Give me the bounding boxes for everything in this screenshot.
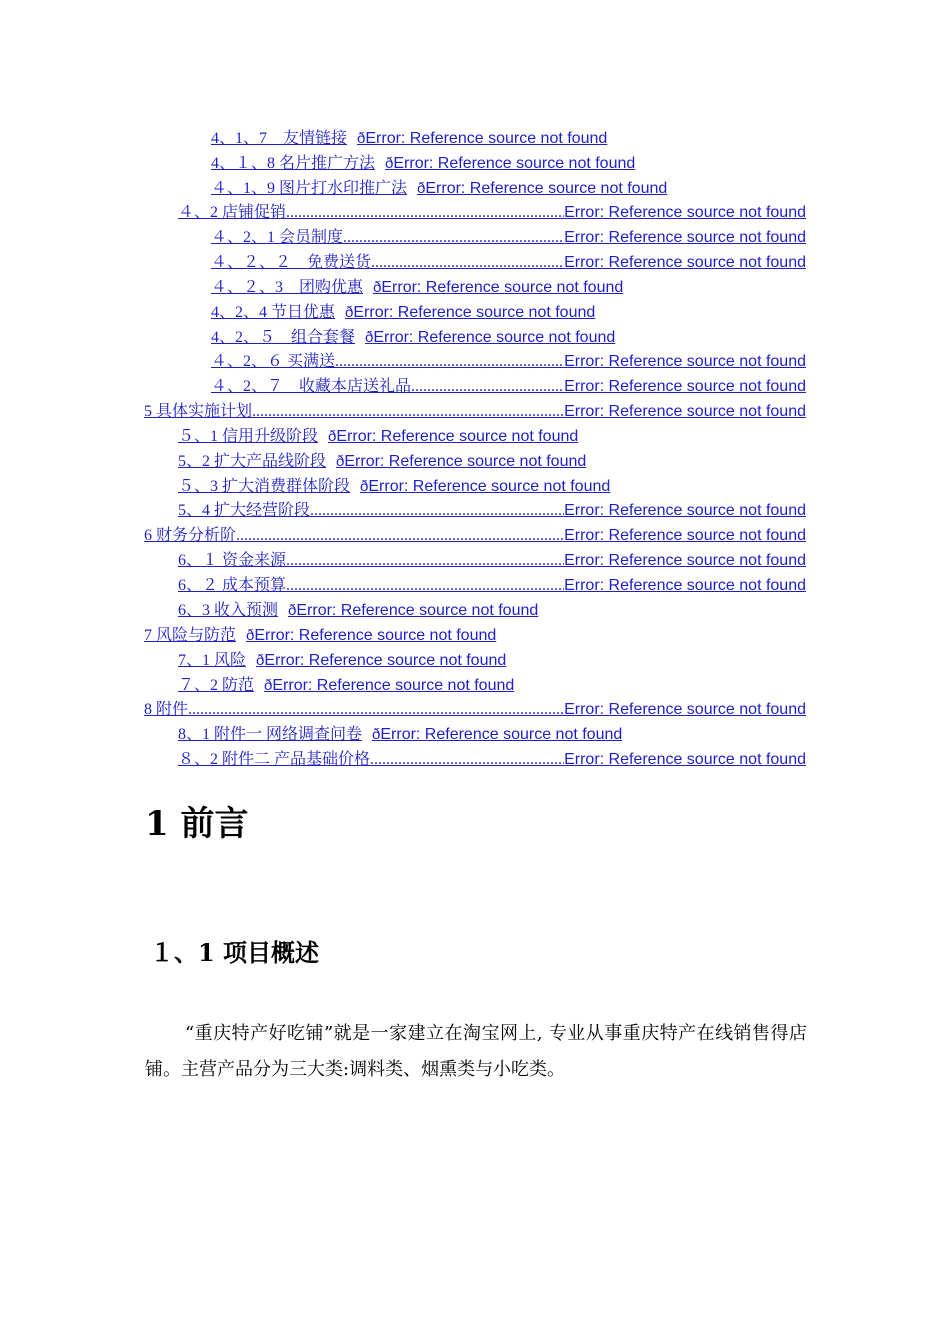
toc-error-text: Error: Reference source not found bbox=[365, 130, 608, 147]
toc-entry-label: 4、2、５ 组合套餐 bbox=[211, 329, 356, 346]
toc-entry[interactable] bbox=[144, 400, 806, 424]
toc-entry[interactable] bbox=[211, 177, 667, 201]
toc-error-text: Error: Reference source not found bbox=[564, 751, 806, 768]
toc-entry-label: 4、2、4 节日优惠 bbox=[211, 304, 336, 321]
toc-error-text: Error: Reference source not found bbox=[336, 428, 579, 445]
toc-entry[interactable] bbox=[178, 450, 586, 474]
toc-entry-label: 6、１ 资金来源 bbox=[178, 552, 287, 569]
toc-entry[interactable] bbox=[178, 425, 578, 449]
toc-entry[interactable] bbox=[211, 127, 607, 151]
toc-entry-label: ４、２、3 团购优惠 bbox=[211, 279, 364, 296]
toc-error-text: Error: Reference source not found bbox=[425, 180, 668, 197]
toc-error-text: Error: Reference source not found bbox=[272, 677, 515, 694]
bookmark-glyph: ð bbox=[357, 130, 366, 147]
toc-entry[interactable] bbox=[178, 649, 506, 673]
toc-leader-dots bbox=[411, 375, 564, 399]
bookmark-glyph: ð bbox=[246, 627, 255, 644]
toc-entry-label: 5 具体实施计划 bbox=[144, 403, 253, 420]
toc-entry-label: ４、2 店铺促销 bbox=[178, 204, 287, 221]
body-paragraph: “重庆特产好吃铺”就是一家建立在淘宝网上, 专业从事重庆特产在线销售得店铺。主营产品分为三大类:调料类、烟熏类与小吃类。 bbox=[145, 1023, 807, 1080]
toc-entry[interactable] bbox=[144, 524, 806, 548]
toc-entry-label: ４、2、７ 收藏本店送礼品 bbox=[211, 378, 412, 395]
toc-error-text: Error: Reference source not found bbox=[564, 254, 806, 271]
toc-entry[interactable] bbox=[178, 574, 806, 598]
toc-error-text: Error: Reference source not found bbox=[296, 602, 539, 619]
toc-error-text: Error: Reference source not found bbox=[564, 527, 806, 544]
toc-leader-dots bbox=[343, 226, 564, 250]
toc-entry[interactable] bbox=[178, 499, 806, 523]
toc-leader-dots bbox=[310, 499, 564, 523]
subsection-heading-project-overview: １、1 项目概述 bbox=[150, 938, 320, 967]
toc-entry-label: ５、1 信用升级阶段 bbox=[178, 428, 319, 445]
toc-error-text: Error: Reference source not found bbox=[564, 552, 806, 569]
toc-leader-dots bbox=[286, 201, 564, 225]
toc-error-text: Error: Reference source not found bbox=[393, 155, 636, 172]
toc-error-text: Error: Reference source not found bbox=[368, 478, 611, 495]
toc-error-text: Error: Reference source not found bbox=[564, 353, 806, 370]
toc-entry-label: ４、2、６ 买满送 bbox=[211, 353, 336, 370]
toc-leader-dots bbox=[286, 574, 564, 598]
toc-leader-dots bbox=[286, 549, 564, 573]
toc-entry[interactable] bbox=[178, 475, 610, 499]
toc-entry[interactable] bbox=[211, 276, 623, 300]
toc-entry[interactable] bbox=[211, 152, 635, 176]
toc-error-text: Error: Reference source not found bbox=[254, 627, 497, 644]
toc-entry[interactable] bbox=[144, 698, 806, 722]
toc-error-text: Error: Reference source not found bbox=[264, 652, 507, 669]
toc-entry[interactable] bbox=[178, 599, 538, 623]
bookmark-glyph: ð bbox=[372, 726, 381, 743]
toc-error-text: Error: Reference source not found bbox=[564, 577, 806, 594]
toc-error-text: Error: Reference source not found bbox=[564, 701, 806, 718]
toc-error-text: Error: Reference source not found bbox=[344, 453, 587, 470]
toc-error-text: Error: Reference source not found bbox=[373, 329, 616, 346]
toc-error-text: Error: Reference source not found bbox=[564, 204, 806, 221]
toc-error-text: Error: Reference source not found bbox=[380, 726, 623, 743]
toc-entry[interactable] bbox=[178, 748, 806, 772]
toc-entry[interactable] bbox=[178, 549, 806, 573]
toc-entry-label: 6、２ 成本预算 bbox=[178, 577, 287, 594]
section-heading-preface: 1 前言 bbox=[145, 804, 249, 844]
toc-entry-label: 7、1 风险 bbox=[178, 652, 247, 669]
toc-entry[interactable] bbox=[211, 251, 806, 275]
toc-entry-label: 6 财务分析阶 bbox=[144, 527, 237, 544]
toc-error-text: Error: Reference source not found bbox=[564, 403, 806, 420]
toc-leader-dots bbox=[335, 350, 564, 374]
toc-entry-label: 6、3 收入预测 bbox=[178, 602, 279, 619]
toc-entry[interactable] bbox=[178, 723, 622, 747]
bookmark-glyph: ð bbox=[288, 602, 297, 619]
toc-error-text: Error: Reference source not found bbox=[564, 229, 806, 246]
toc-entry[interactable] bbox=[211, 301, 595, 325]
bookmark-glyph: ð bbox=[360, 478, 369, 495]
toc-leader-dots bbox=[188, 698, 564, 722]
toc-entry-label: ５、3 扩大消费群体阶段 bbox=[178, 478, 351, 495]
toc-entry-label: 5、2 扩大产品线阶段 bbox=[178, 453, 327, 470]
toc-entry-label: 8 附件 bbox=[144, 701, 189, 718]
toc-entry-label: 7 风险与防范 bbox=[144, 627, 237, 644]
toc-entry[interactable] bbox=[211, 226, 806, 250]
toc-entry[interactable] bbox=[211, 375, 806, 399]
toc-entry-label: 8、1 附件一 网络调查问卷 bbox=[178, 726, 363, 743]
toc-leader-dots bbox=[370, 748, 564, 772]
toc-entry-label: 4、１、8 名片推广方法 bbox=[211, 155, 376, 172]
bookmark-glyph: ð bbox=[417, 180, 426, 197]
toc-entry-label: ８、2 附件二 产品基础价格 bbox=[178, 751, 371, 768]
toc-leader-dots bbox=[252, 400, 564, 424]
toc-entry[interactable] bbox=[178, 201, 806, 225]
toc-entry[interactable] bbox=[211, 350, 806, 374]
toc-leader-dots bbox=[371, 251, 564, 275]
toc-entry[interactable] bbox=[144, 624, 496, 648]
toc-error-text: Error: Reference source not found bbox=[353, 304, 596, 321]
bookmark-glyph: ð bbox=[336, 453, 345, 470]
bookmark-glyph: ð bbox=[256, 652, 265, 669]
toc-error-text: Error: Reference source not found bbox=[564, 502, 806, 519]
toc-leader-dots bbox=[236, 524, 564, 548]
bookmark-glyph: ð bbox=[365, 329, 374, 346]
bookmark-glyph: ð bbox=[373, 279, 382, 296]
toc-entry[interactable] bbox=[211, 326, 615, 350]
toc-entry-label: 4、1、7 友情链接 bbox=[211, 130, 348, 147]
toc-entry-label: 5、4 扩大经营阶段 bbox=[178, 502, 311, 519]
toc-error-text: Error: Reference source not found bbox=[564, 378, 806, 395]
bookmark-glyph: ð bbox=[264, 677, 273, 694]
toc-entry-label: ４、２、２ 免费送货 bbox=[211, 254, 372, 271]
bookmark-glyph: ð bbox=[328, 428, 337, 445]
toc-entry-label: ４、2、1 会员制度 bbox=[211, 229, 344, 246]
bookmark-glyph: ð bbox=[345, 304, 354, 321]
toc-error-text: Error: Reference source not found bbox=[381, 279, 624, 296]
bookmark-glyph: ð bbox=[385, 155, 394, 172]
toc-entry-label: ４、1、9 图片打水印推广法 bbox=[211, 180, 408, 197]
toc-entry-label: ７、2 防范 bbox=[178, 677, 255, 694]
toc-entry[interactable] bbox=[178, 674, 514, 698]
